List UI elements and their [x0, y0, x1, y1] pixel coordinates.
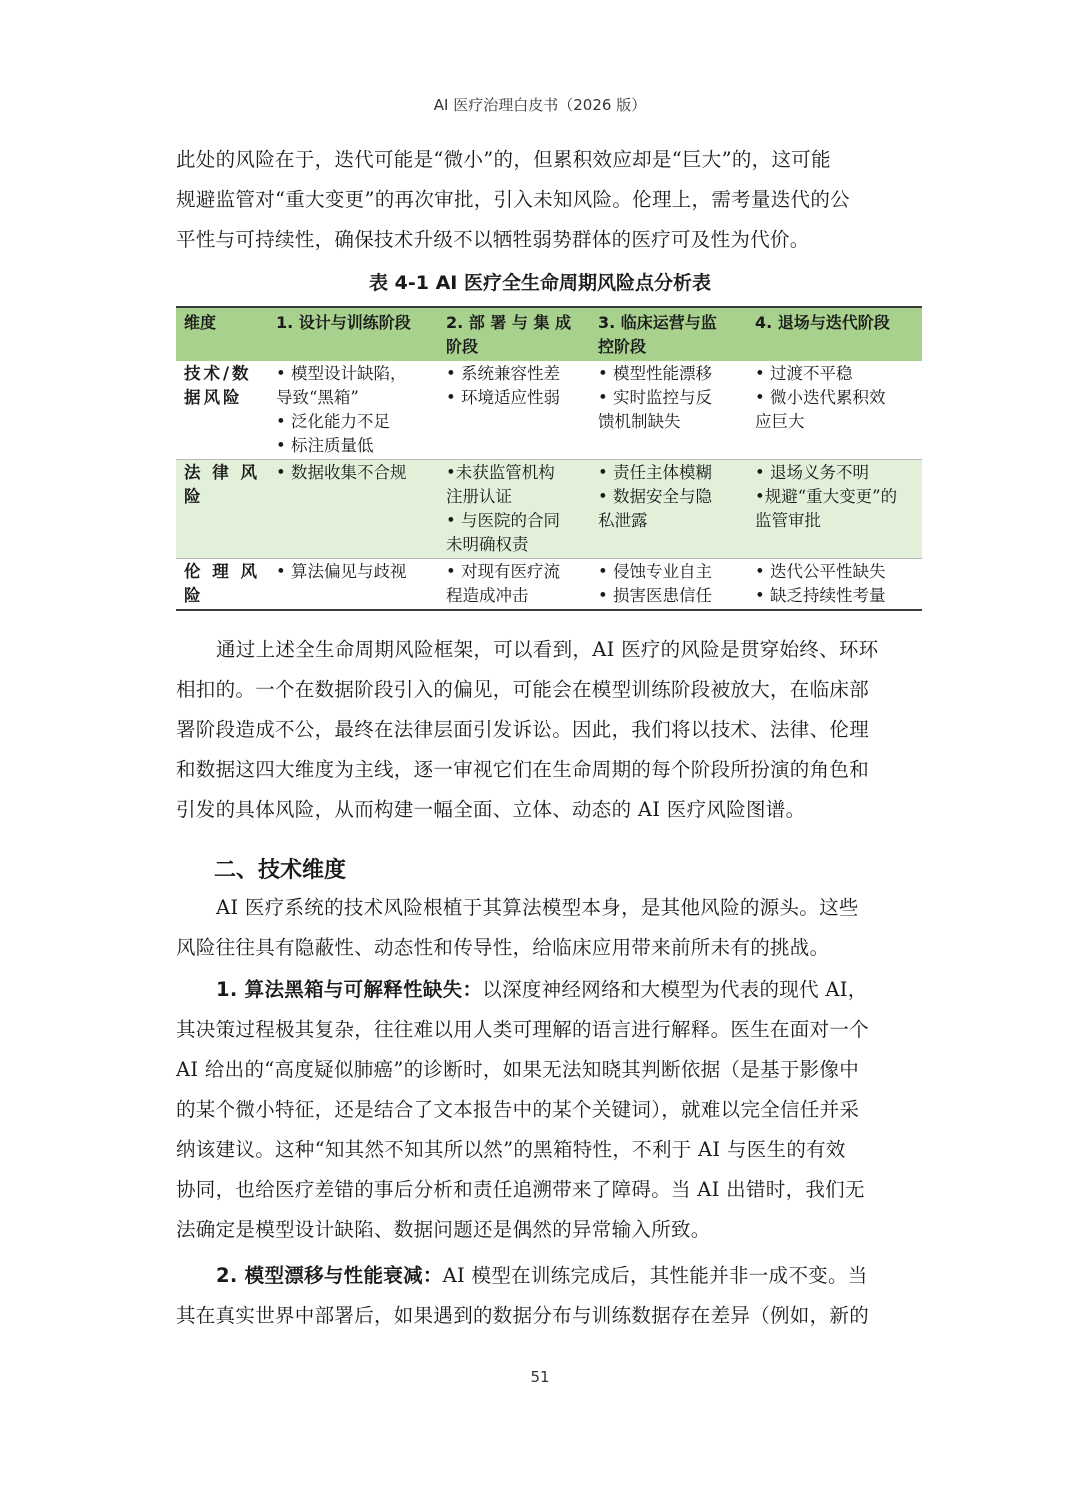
header-cell-stage-2: 2. 部 署 与 集 成 阶段 [446, 313, 572, 356]
text-line: 此处的风险在于，迭代可能是“微小”的，但累积效应却是“巨大”的，这可能 [176, 148, 831, 171]
intro-paragraph [176, 140, 906, 260]
table-row-ethical [176, 559, 922, 611]
text-line: 的某个微小特征，还是结合了文本报告中的某个关键词），就难以完全信任并采 [176, 1098, 860, 1121]
table-cell: • 迭代公平性缺失 • 缺乏持续性考量 [755, 562, 886, 605]
item-2-paragraph [176, 1256, 906, 1336]
text-line: 2. 模型漂移与性能衰减：AI 模型在训练完成后，其性能并非一成不变。当 [216, 1264, 868, 1287]
text-line: 协同，也给医疗差错的事后分析和责任追溯带来了障碍。当 AI 出错时，我们无 [176, 1178, 865, 1201]
text-line: 通过上述全生命周期风险框架，可以看到，AI 医疗的风险是贯穿始终、环环 [216, 638, 879, 661]
table-row-technical [176, 361, 922, 460]
tech-intro-paragraph [176, 888, 906, 968]
table-cell: • 过渡不平稳 • 微小迭代累积效 应巨大 [755, 364, 886, 431]
header-cell-stage-1: 1. 设计与训练阶段 [276, 313, 411, 332]
header-cell-stage-3: 3. 临床运营与监 控阶段 [598, 313, 717, 356]
row-label-legal: 法 律 风 险 [184, 463, 260, 506]
text-line: 风险往往具有隐蔽性、动态性和传导性，给临床应用带来前所未有的挑战。 [176, 936, 830, 959]
row-label-technical: 技术/数 据风险 [184, 364, 252, 407]
text-line: 1. 算法黑箱与可解释性缺失：以深度神经网络和大模型为代表的现代 AI， [216, 978, 868, 1001]
text-line: 和数据这四大维度为主线，逐一审视它们在生命周期的每个阶段所扮演的角色和 [176, 758, 870, 781]
text-line: 其决策过程极其复杂，往往难以用人类可理解的语言进行解释。医生在面对一个 [176, 1018, 870, 1041]
text-line: AI 给出的“高度疑似肺癌”的诊断时，如果无法知晓其判断依据（是基于影像中 [176, 1058, 860, 1081]
item-1-label: 1. 算法黑箱与可解释性缺失： [216, 978, 483, 1001]
table-title: 表 4-1 AI 医疗全生命周期风险点分析表 [369, 272, 711, 294]
header-cell-stage-4: 4. 退场与迭代阶段 [755, 313, 890, 332]
item-2-label: 2. 模型漂移与性能衰减： [216, 1264, 443, 1287]
table-cell: • 系统兼容性差 • 环境适应性弱 [446, 364, 560, 407]
table-header-row [176, 307, 922, 361]
row-label-ethical: 伦 理 风 险 [184, 562, 260, 605]
section-heading: 二、技术维度 [214, 858, 347, 883]
table-cell: • 退场义务不明 •规避“重大变更”的 监管审批 [755, 463, 898, 530]
table-cell: • 算法偏见与歧视 [276, 562, 407, 581]
header-cell-dimension: 维度 [184, 313, 217, 332]
text-line: 法确定是模型设计缺陷、数据问题还是偶然的异常输入所致。 [176, 1218, 711, 1241]
summary-paragraph [176, 630, 906, 830]
risk-analysis-table [176, 306, 922, 611]
text-line: 纳该建议。这种“知其然不知其所以然”的黑箱特性，不利于 AI 与医生的有效 [176, 1138, 846, 1161]
text-line: 引发的具体风险，从而构建一幅全面、立体、动态的 AI 医疗风险图谱。 [176, 798, 806, 821]
table-cell: • 数据收集不合规 [276, 463, 407, 482]
table-cell: • 侵蚀专业自主 • 损害医患信任 [598, 562, 712, 605]
page-number: 51 [530, 1368, 550, 1386]
text-line: 相扣的。一个在数据阶段引入的偏见，可能会在模型训练阶段被放大，在临床部 [176, 678, 870, 701]
table-cell: • 模型设计缺陷， 导致“黑箱” • 泛化能力不足 • 标注质量低 [276, 364, 407, 455]
table-cell: • 对现有医疗流 程造成冲击 [446, 562, 560, 605]
table-row-legal [176, 460, 922, 559]
running-header: AI 医疗治理白皮书（2026 版） [433, 96, 647, 114]
text-line: 其在真实世界中部署后，如果遇到的数据分布与训练数据存在差异（例如，新的 [176, 1304, 870, 1327]
text-line: 平性与可持续性，确保技术升级不以牺牲弱势群体的医疗可及性为代价。 [176, 228, 810, 251]
text-line: AI 医疗系统的技术风险根植于其算法模型本身，是其他风险的源头。这些 [216, 896, 859, 919]
table-cell: •未获监管机构 注册认证 • 与医院的合同 未明确权责 [446, 463, 560, 554]
text-line: 署阶段造成不公，最终在法律层面引发诉讼。因此，我们将以技术、法律、伦理 [176, 718, 870, 741]
table-cell: • 责任主体模糊 • 数据安全与隐 私泄露 [598, 463, 712, 530]
table-cell: • 模型性能漂移 • 实时监控与反 馈机制缺失 [598, 364, 712, 431]
item-1-paragraph [176, 970, 906, 1250]
text-line: 规避监管对“重大变更”的再次审批，引入未知风险。伦理上，需考量迭代的公 [176, 188, 850, 211]
